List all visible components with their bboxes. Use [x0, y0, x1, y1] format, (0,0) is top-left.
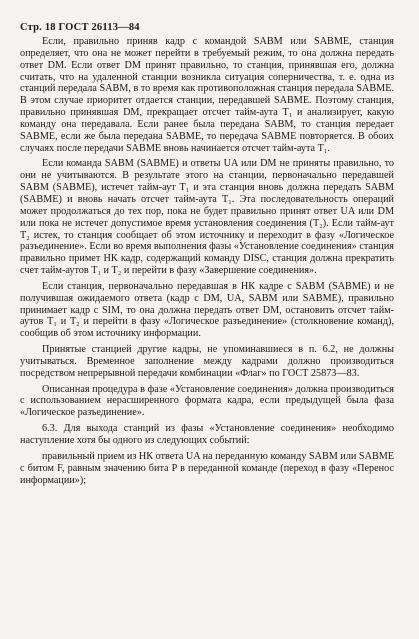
paragraph: Описанная процедура в фазе «Установление соединения» должна производиться с использованием нерасширенного формата кадра, если предыдущей была фаза «Логическое разъединение». — [20, 383, 394, 419]
section-6-3-paragraph: 6.3. Для выхода станций из фазы «Установление соединения» необходимо наступление хотя бы одного из следующих событий: — [20, 423, 394, 446]
paragraph: Принятые станцией другие кадры, не упоминавшиеся в п. 6.2, не должны учитываться. Временное заполнение между кадрами должно производиться посредством непрерывной передачи комбинации «Флаг» по ГОСТ 25873—83. — [20, 344, 394, 379]
document-body — [20, 36, 394, 486]
paragraph: Если станция, первоначально передавшая в НК кадре с SABM (SABME) и не получившая ожидаемого ответа (кадр с DM, UA, SABM или SABME), правильно принимает кадр с SIM, то она должна передать ответ DM, остановить отсчет тайм-аутов T₁ и T₂ и перейти в фазу «Логическое разъединение» (столкновение команд), сообщив об этом источнику информации. — [20, 280, 394, 340]
page-header: Стр. 18 ГОСТ 26113—84 — [20, 22, 140, 33]
paragraph: Если, правильно приняв кадр с командой SABM или SABME, станция определяет, что она не может перейти в требуемый режим, то она должна передать ответ DM. Если ответ DM принят правильно, то станция, принявшая его, должна считать, что на удаленной станции возникла ситуация соперничества, т. е. одна из станций передала SABM, в то время как противоположная станция передала SABME. В этом случае приоритет отдается станции, передавшей SABME. Поэтому станция, правильно принявшая DM, прекращает отсчет тайм-аута T₁ и анализирует, какую команду она передавала. Если ранее была передана SABM, то станция передает SABME, если же была передана SABME, то передача SABME повторяется. В обоих случаях после передачи SABME вновь начинается отсчет тайм-аута T₁. — [20, 36, 394, 154]
paragraph: правильный прием из НК ответа UA на переданную команду SABM или SABME с битом F, равным значению бита P в переданной команде (переход в фазу «Перенос информации»); — [20, 450, 395, 486]
paragraph: Если команда SABM (SABME) и ответы UA или DM не приняты правильно, то они не учитываются. В результате этого на станции, первоначально передавшей SABM (SABME), истечет тайм-аут T₁ и эта станция вновь должна передать SABM (SABME) и вновь начать отсчет тайм-аута T₁. Эта последовательность операций может продолжаться до тех пор, пока не будет правильно принят ответ UA или DM или пока не истечет допустимое время установления соединения (T₂). Если тайм-аут T₂ истек, то станция сообщает об этом источнику и переходит в фазу «Логическое разъединение». Если во время выполнения фазы «Установление соединения» станция правильно примет НК кадр, содержащий команду DISC, станция должна прекратить счет тайм-аутов T₁ и T₂ и перейти в фазу «Завершение соединения». — [20, 158, 394, 277]
